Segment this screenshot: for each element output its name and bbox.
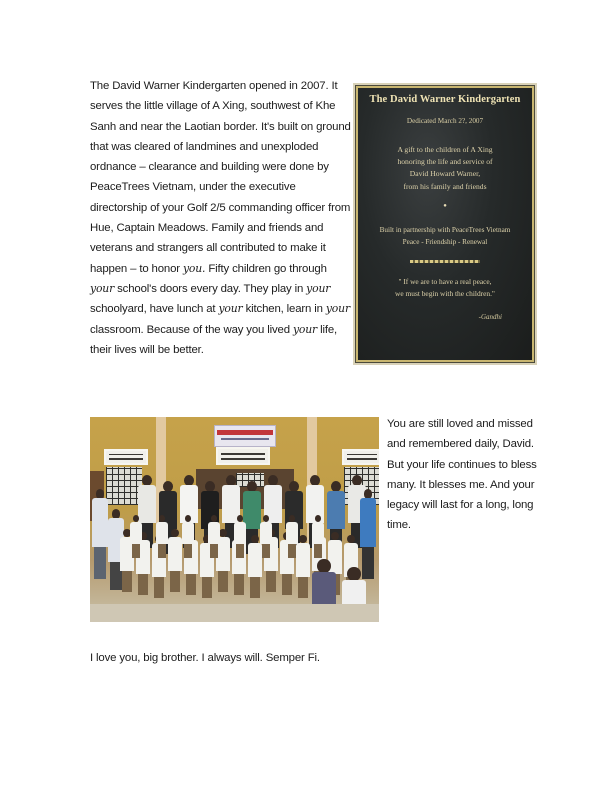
child-body xyxy=(130,522,142,544)
child-legs xyxy=(218,571,228,593)
child-legs xyxy=(122,571,132,593)
plaque-photo xyxy=(353,83,537,365)
child-legs xyxy=(210,544,218,558)
child-legs xyxy=(262,544,270,558)
plaque-gift-line: David Howard Warner, xyxy=(409,169,481,179)
text-segment: Fifty children go through xyxy=(205,262,327,275)
child-legs xyxy=(170,571,180,593)
child-legs xyxy=(236,544,244,558)
ground xyxy=(90,604,379,622)
adult-body xyxy=(327,491,345,530)
plaque-title: The David Warner Kindergarten xyxy=(369,94,521,105)
plaque-built-line: Built in partnership with PeaceTrees Vietnam xyxy=(379,226,511,234)
child-body xyxy=(182,522,194,544)
emphasis-text: your xyxy=(292,322,318,336)
child-body xyxy=(248,543,262,577)
text-segment: The David Warner Kindergarten opened in 2007. It serves the little village of A Xing, southwest of Khe Sanh and near the Laotian border. It's built on ground that was cleared of landmines and unexploded ordnance – clearance and building were done by PeaceTrees Vietnam, under the executive directorship of your Golf 2/5 commanding officer from Hue, Captain Meadows. Family and friends and veterans and strangers all contributed to make it happen – to honor xyxy=(90,80,351,275)
child-legs xyxy=(158,544,166,558)
adult-legs xyxy=(362,547,373,579)
school-sign-title xyxy=(217,430,273,435)
plaque-signature: -Gandhi xyxy=(478,313,502,321)
adult-body xyxy=(138,485,156,524)
child-legs xyxy=(138,574,148,596)
group-photo xyxy=(90,417,379,622)
plaque-gift-line: from his family and friends xyxy=(403,181,487,191)
child-body xyxy=(296,543,310,577)
text-segment: school's doors every day. They play in xyxy=(114,282,307,295)
emphasis-text: your xyxy=(90,281,115,295)
child-legs xyxy=(250,577,260,599)
emphasis-text: your xyxy=(325,302,350,316)
child-legs xyxy=(314,544,322,558)
emphasis-text: your xyxy=(306,281,331,295)
window-transom xyxy=(342,449,379,465)
child-body xyxy=(234,522,246,544)
school-sign xyxy=(214,425,276,447)
plaque-quote-line: we must begin with the children." xyxy=(395,288,495,298)
plaque-surface xyxy=(356,86,534,362)
child-legs xyxy=(298,577,308,599)
child-body xyxy=(168,537,182,571)
child-legs xyxy=(266,571,276,593)
text-segment: life, their lives will be better. xyxy=(90,323,338,356)
plaque-gift-line: A gift to the children of A Xing xyxy=(397,145,493,154)
emphasis-text: your xyxy=(218,302,243,316)
plaque-dot-ornament: ● xyxy=(443,203,447,209)
child-legs xyxy=(282,574,292,596)
plaque-gift-text xyxy=(358,144,532,193)
child-legs xyxy=(132,544,140,558)
text-segment: schoolyard, have lunch at xyxy=(90,303,219,316)
child-legs xyxy=(234,574,244,596)
plaque-built-text xyxy=(358,225,532,248)
window-transom xyxy=(104,449,148,465)
child-body xyxy=(208,522,220,544)
text-segment: classroom. Because of the way you lived xyxy=(90,323,293,336)
child-legs xyxy=(288,544,296,558)
plaque-gift-line: honoring the life and service of xyxy=(397,157,493,167)
plaque-quote xyxy=(364,276,526,299)
plaque-built-line: Peace - Friendship - Renewal xyxy=(402,237,488,246)
plaque-dedication-date: Dedicated March 2?, 2007 xyxy=(406,117,484,125)
child-legs xyxy=(186,574,196,596)
child-legs xyxy=(184,544,192,558)
child-legs xyxy=(154,577,164,599)
emphasis-text: you. xyxy=(182,261,206,275)
intro-paragraph xyxy=(90,76,352,360)
school-sign-subtitle xyxy=(221,438,269,440)
text-segment: kitchen, learn in xyxy=(242,303,326,316)
child-legs xyxy=(202,577,212,599)
adult-body xyxy=(92,498,108,548)
child-body xyxy=(260,522,272,544)
adult-legs xyxy=(94,547,105,579)
window-grille xyxy=(106,467,142,505)
child-body xyxy=(312,522,324,544)
closing-line: I love you, big brother. I always will. Semper Fi. xyxy=(90,652,320,664)
plaque-quote-line: " If we are to have a real peace, xyxy=(398,277,492,286)
plaque-divider-ornament xyxy=(410,260,480,263)
adult-body xyxy=(360,498,376,548)
loved-paragraph: You are still loved and missed and remembered daily, David. But your life continues to bless many. It blesses me. And your legacy will last for a long, long time. xyxy=(387,418,537,532)
window-transom xyxy=(216,447,270,465)
child-body xyxy=(286,522,298,544)
child-body xyxy=(156,522,168,544)
